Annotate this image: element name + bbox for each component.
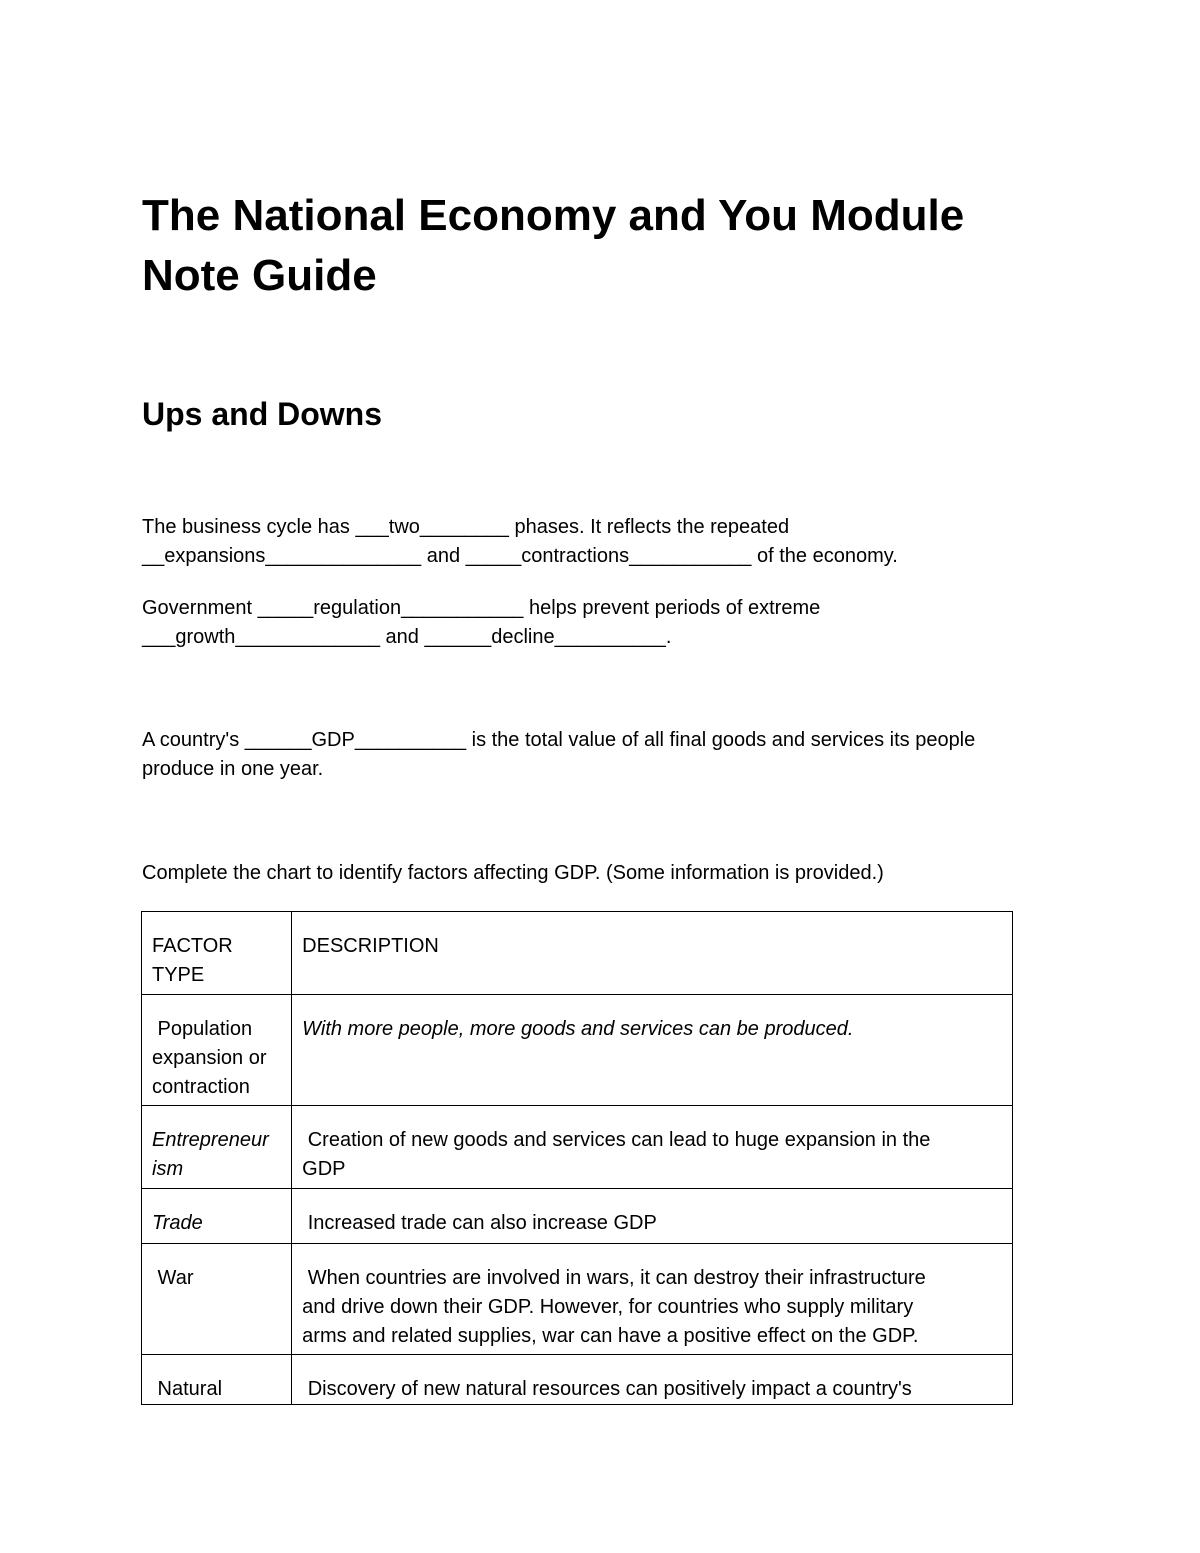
header-factor-type-line-1: FACTOR	[152, 935, 233, 957]
factor-line-1: Population	[152, 1018, 253, 1040]
table-row	[142, 1106, 1013, 1189]
description-line-2: and drive down their GDP. However, for countries who supply military	[302, 1296, 914, 1318]
table-row	[142, 1355, 1013, 1405]
factor-line-3: contraction	[152, 1076, 250, 1098]
description-line-2: GDP	[302, 1158, 346, 1180]
description-line-1: When countries are involved in wars, it can destroy their infrastructure	[302, 1267, 926, 1289]
table-header-row	[142, 912, 1013, 995]
description-cell	[292, 1106, 1013, 1189]
page-title-line-2: Note Guide	[142, 251, 377, 300]
description-line-1: Creation of new goods and services can lead to huge expansion in the	[302, 1129, 931, 1151]
section-heading: Ups and Downs	[142, 396, 383, 432]
table-row	[142, 1189, 1013, 1244]
gdp-paragraph	[142, 726, 1072, 784]
description-cell: Discovery of new natural resources can positively impact a country's	[292, 1355, 1013, 1405]
description-cell: With more people, more goods and services can be produced.	[292, 995, 1013, 1106]
government-line-2: ___growth_____________ and ______decline__________.	[142, 626, 672, 648]
page-title-line-1: The National Economy and You Module	[142, 191, 965, 240]
business-cycle-line-1: The business cycle has ___two________ phases. It reflects the repeated	[142, 516, 790, 538]
factor-line-2: expansion or	[152, 1047, 267, 1069]
table-row	[142, 1244, 1013, 1355]
factor-cell	[142, 1106, 292, 1189]
gdp-line-1: A country's ______GDP__________ is the total value of all final goods and services its people	[142, 729, 976, 751]
chart-instruction-text: Complete the chart to identify factors affecting GDP. (Some information is provided.)	[142, 862, 884, 884]
factor-line-1: Entrepreneur	[152, 1129, 269, 1151]
table-row	[142, 995, 1013, 1106]
description-cell: Increased trade can also increase GDP	[292, 1189, 1013, 1244]
business-cycle-paragraph	[142, 513, 1072, 571]
gdp-line-2: produce in one year.	[142, 758, 324, 780]
government-paragraph	[142, 594, 1072, 652]
government-line-1: Government _____regulation___________ helps prevent periods of extreme	[142, 597, 821, 619]
factor-cell: Trade	[142, 1189, 292, 1244]
chart-instruction	[142, 859, 1072, 888]
description-line-3: arms and related supplies, war can have a positive effect on the GDP.	[302, 1325, 919, 1347]
factor-cell	[142, 995, 292, 1106]
page-title	[142, 186, 1102, 306]
factor-cell: War	[142, 1244, 292, 1355]
factor-cell: Natural	[142, 1355, 292, 1405]
header-factor-type-cell	[142, 912, 292, 995]
business-cycle-line-2: __expansions______________ and _____contractions___________ of the economy.	[142, 545, 898, 567]
gdp-factors-table	[141, 911, 1013, 1405]
header-factor-type-line-2: TYPE	[152, 964, 205, 986]
header-description-cell: DESCRIPTION	[292, 912, 1013, 995]
description-cell	[292, 1244, 1013, 1355]
factor-line-2: ism	[152, 1158, 184, 1180]
